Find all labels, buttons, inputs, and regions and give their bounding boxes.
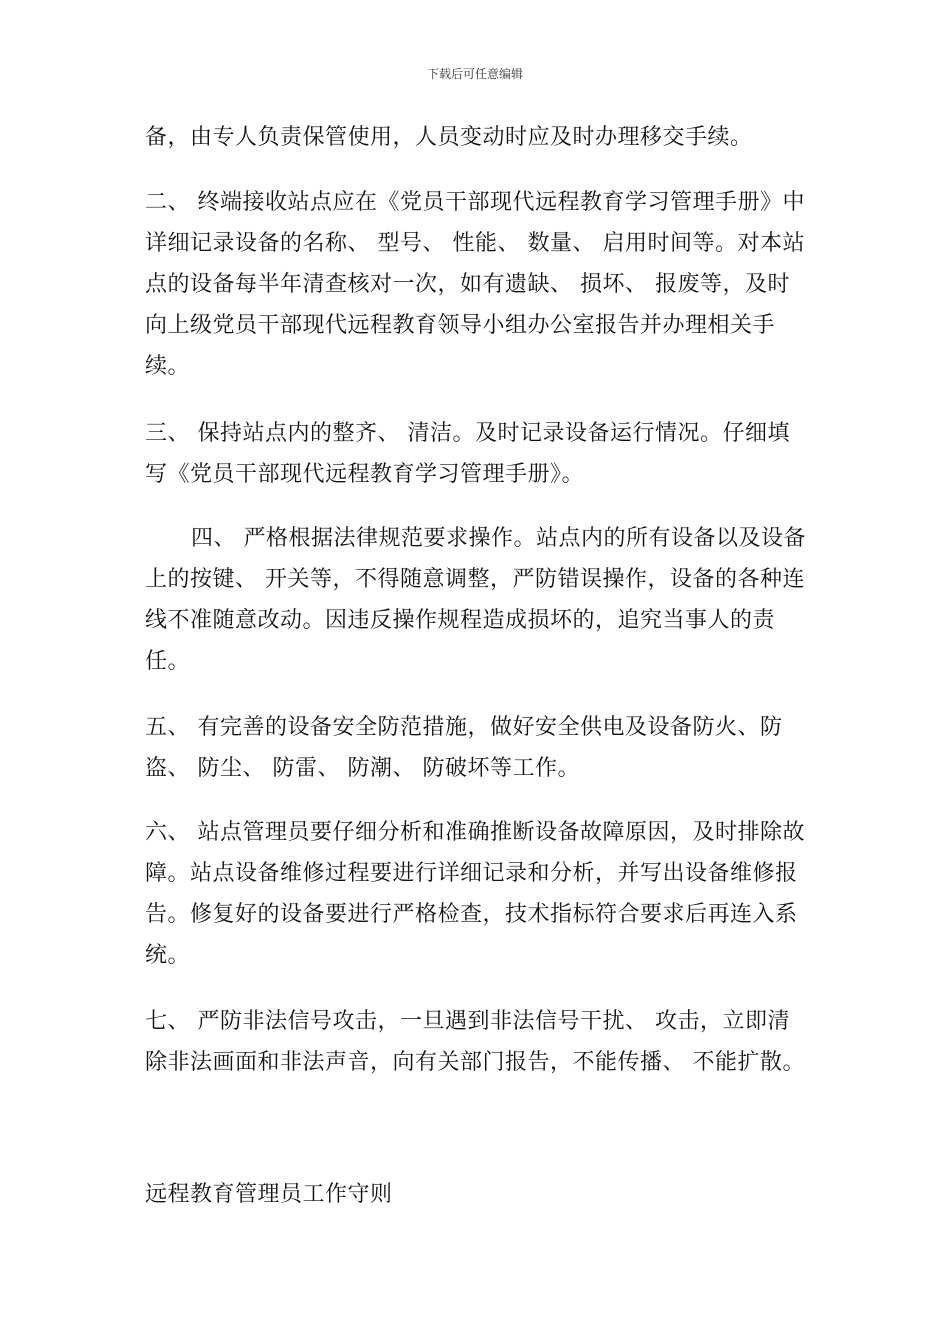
- paragraph-item-3: 三、 保持站点内的整齐、 清洁。及时记录设备运行情况。仔细填写《党员干部现代远程教育学习管理手册》。: [145, 421, 790, 487]
- page-header: 下载后可任意编辑: [426, 67, 523, 81]
- paragraph-item-6: 六、 站点管理员要仔细分析和准确推断设备故障原因，及时排除故障。站点设备维修过程要进行详细记录和分析，并写出设备维修报告。修复好的设备要进行严格检查，技术指标符合要求后再连入系统。: [145, 820, 805, 968]
- section-title: 远程教育管理员工作守则: [145, 1182, 393, 1207]
- paragraph-item-7: 七、 严防非法信号攻击，一旦遇到非法信号干扰、 攻击，立即清除非法画面和非法声音，向有关部门报告，不能传播、 不能扩散。: [145, 1009, 805, 1075]
- paragraph-item-5: 五、 有完善的设备安全防范措施，做好安全供电及设备防火、防盗、 防尘、 防雷、 防潮、 防破坏等工作。: [145, 715, 783, 781]
- paragraph-item-4: 四、 严格根据法律规范要求操作。站点内的所有设备以及设备上的按键、 开关等，不得随意调整，严防错误操作，设备的各种连线不准随意改动。因违反操作规程造成损坏的，追究当事人的责任。: [145, 526, 806, 674]
- paragraph-continuation: 备，由专人负责保管使用，人员变动时应及时办理移交手续。: [145, 125, 753, 150]
- paragraph-item-2: 二、 终端接收站点应在《党员干部现代远程教育学习管理手册》中详细记录设备的名称、 型号、 性能、 数量、 启用时间等。对本站点的设备每半年清查核对一次，如有遗缺、 损坏、 报废等，及时向上级党员干部现代远程教育领导小组办公室报告并办理相关手续。: [145, 190, 805, 379]
